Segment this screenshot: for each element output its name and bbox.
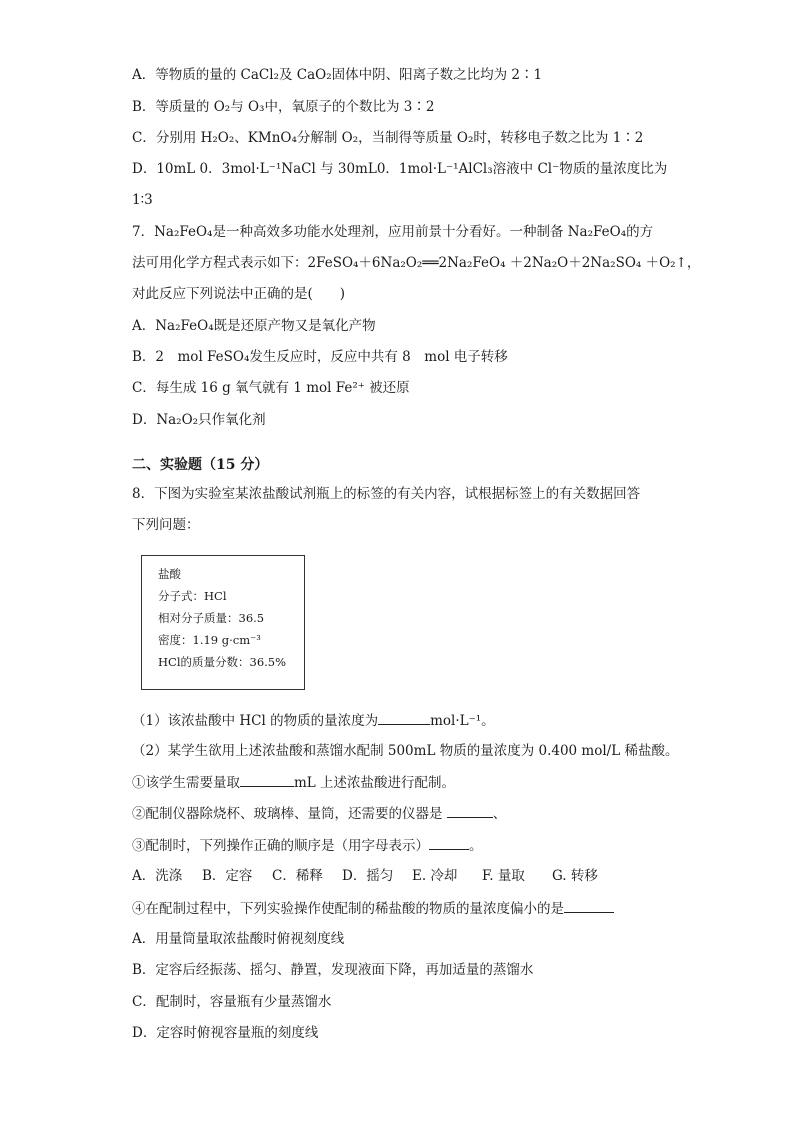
section-title-experiment: 二、实验题（15 分） <box>132 457 269 473</box>
reagent-label-box <box>141 555 305 690</box>
label-name: 盐酸 <box>158 567 181 581</box>
q8-option-d: D．定容时俯视容量瓶的刻度线 <box>132 1025 319 1041</box>
label-mass-fraction: HCl的质量分数：36.5% <box>158 655 287 669</box>
op-d: D．摇匀 <box>342 868 394 884</box>
op-g: G. 转移 <box>552 868 598 884</box>
q8-option-c: C．配制时，容量瓶有少量蒸馏水 <box>132 994 332 1010</box>
q8-step4 <box>132 898 614 919</box>
label-formula: 分子式：HCl <box>158 589 227 603</box>
q7-option-c: C．每生成 16 g 氧气就有 1 mol Fe²⁺ 被还原 <box>132 380 410 396</box>
q8-step2-prefix: ②配制仪器除烧杯、玻璃棒、量筒，还需要的仪器是 <box>132 806 447 822</box>
q7-stem-line1: 7．Na₂FeO₄是一种高效多功能水处理剂，应用前景十分看好。一种制备 Na₂FeO₄的方 <box>132 224 654 240</box>
q7-option-a: A．Na₂FeO₄既是还原产物又是氧化产物 <box>132 318 376 334</box>
q8-part1 <box>132 710 495 731</box>
op-f: F. 量取 <box>482 868 525 884</box>
answer-blank-5[interactable] <box>564 898 614 913</box>
q6-option-d-line2: 1∶3 <box>132 192 153 208</box>
q6-option-b: B．等质量的 O₂与 O₃中，氧原子的个数比为 3∶2 <box>132 99 435 115</box>
q8-step2-suffix: 、 <box>492 806 507 822</box>
q8-part1-suffix: mol·L⁻¹。 <box>430 713 495 729</box>
q6-option-a: A．等物质的量的 CaCl₂及 CaO₂固体中阴、阳离子数之比均为 2∶1 <box>132 67 543 83</box>
answer-blank-3[interactable] <box>447 803 493 818</box>
label-molecular-mass: 相对分子质量：36.5 <box>158 611 265 625</box>
q7-stem-line3: 对此反应下列说法中正确的是( ) <box>132 286 346 302</box>
op-c: C．稀释 <box>272 868 323 884</box>
q8-stem-line2: 下列问题： <box>132 517 200 533</box>
q6-option-c: C．分别用 H₂O₂、KMnO₄分解制 O₂，当制得等质量 O₂时，转移电子数之比为 1∶2 <box>132 130 644 146</box>
q8-step4-prefix: ④在配制过程中，下列实验操作使配制的稀盐酸的物质的量浓度偏小的是 <box>132 901 564 917</box>
op-b: B．定容 <box>202 868 253 884</box>
answer-blank-1[interactable] <box>378 710 430 725</box>
q8-step3-prefix: ③配制时，下列操作正确的顺序是（用字母表示） <box>132 838 429 854</box>
q8-stem-line1: 8．下图为实验室某浓盐酸试剂瓶上的标签的有关内容，试根据标签上的有关数据回答 <box>132 486 641 502</box>
q8-step1-suffix: mL 上述浓盐酸进行配制。 <box>294 775 456 791</box>
q6-option-d-line1: D．10mL 0．3mol·L⁻¹NaCl 与 30mL0．1mol·L⁻¹AlCl₃溶液中 Cl⁻物质的量浓度比为 <box>132 161 668 177</box>
q8-option-b: B．定容后经振荡、摇匀、静置，发现液面下降，再加适量的蒸馏水 <box>132 962 534 978</box>
answer-blank-4[interactable] <box>429 835 469 850</box>
op-a: A．洗涤 <box>132 868 183 884</box>
q8-step1 <box>132 772 455 793</box>
q7-stem-line2: 法可用化学方程式表示如下：2FeSO₄＋6Na₂O₂══2Na₂FeO₄ ＋2Na₂O＋2Na₂SO₄ ＋O₂↑， <box>132 255 701 271</box>
q7-option-d: D．Na₂O₂只作氧化剂 <box>132 412 266 428</box>
q7-option-b: B．2 mol FeSO₄发生反应时，反应中共有 8 mol 电子转移 <box>132 349 508 365</box>
answer-blank-2[interactable] <box>240 772 294 787</box>
q8-step1-prefix: ①该学生需要量取 <box>132 775 240 791</box>
op-e: E. 冷却 <box>412 868 458 884</box>
label-density: 密度：1.19 g·cm⁻³ <box>158 633 261 647</box>
q8-operations-row <box>132 866 612 886</box>
q8-step2 <box>132 803 506 824</box>
q8-part1-prefix: （1）该浓盐酸中 HCl 的物质的量浓度为 <box>132 713 379 729</box>
q8-step3 <box>132 835 483 856</box>
q8-step3-suffix: 。 <box>469 838 483 854</box>
q8-option-a: A．用量筒量取浓盐酸时俯视刻度线 <box>132 931 345 947</box>
q8-part2: （2）某学生欲用上述浓盐酸和蒸馏水配制 500mL 物质的量浓度为 0.400 mol/L 稀盐酸。 <box>132 743 679 759</box>
